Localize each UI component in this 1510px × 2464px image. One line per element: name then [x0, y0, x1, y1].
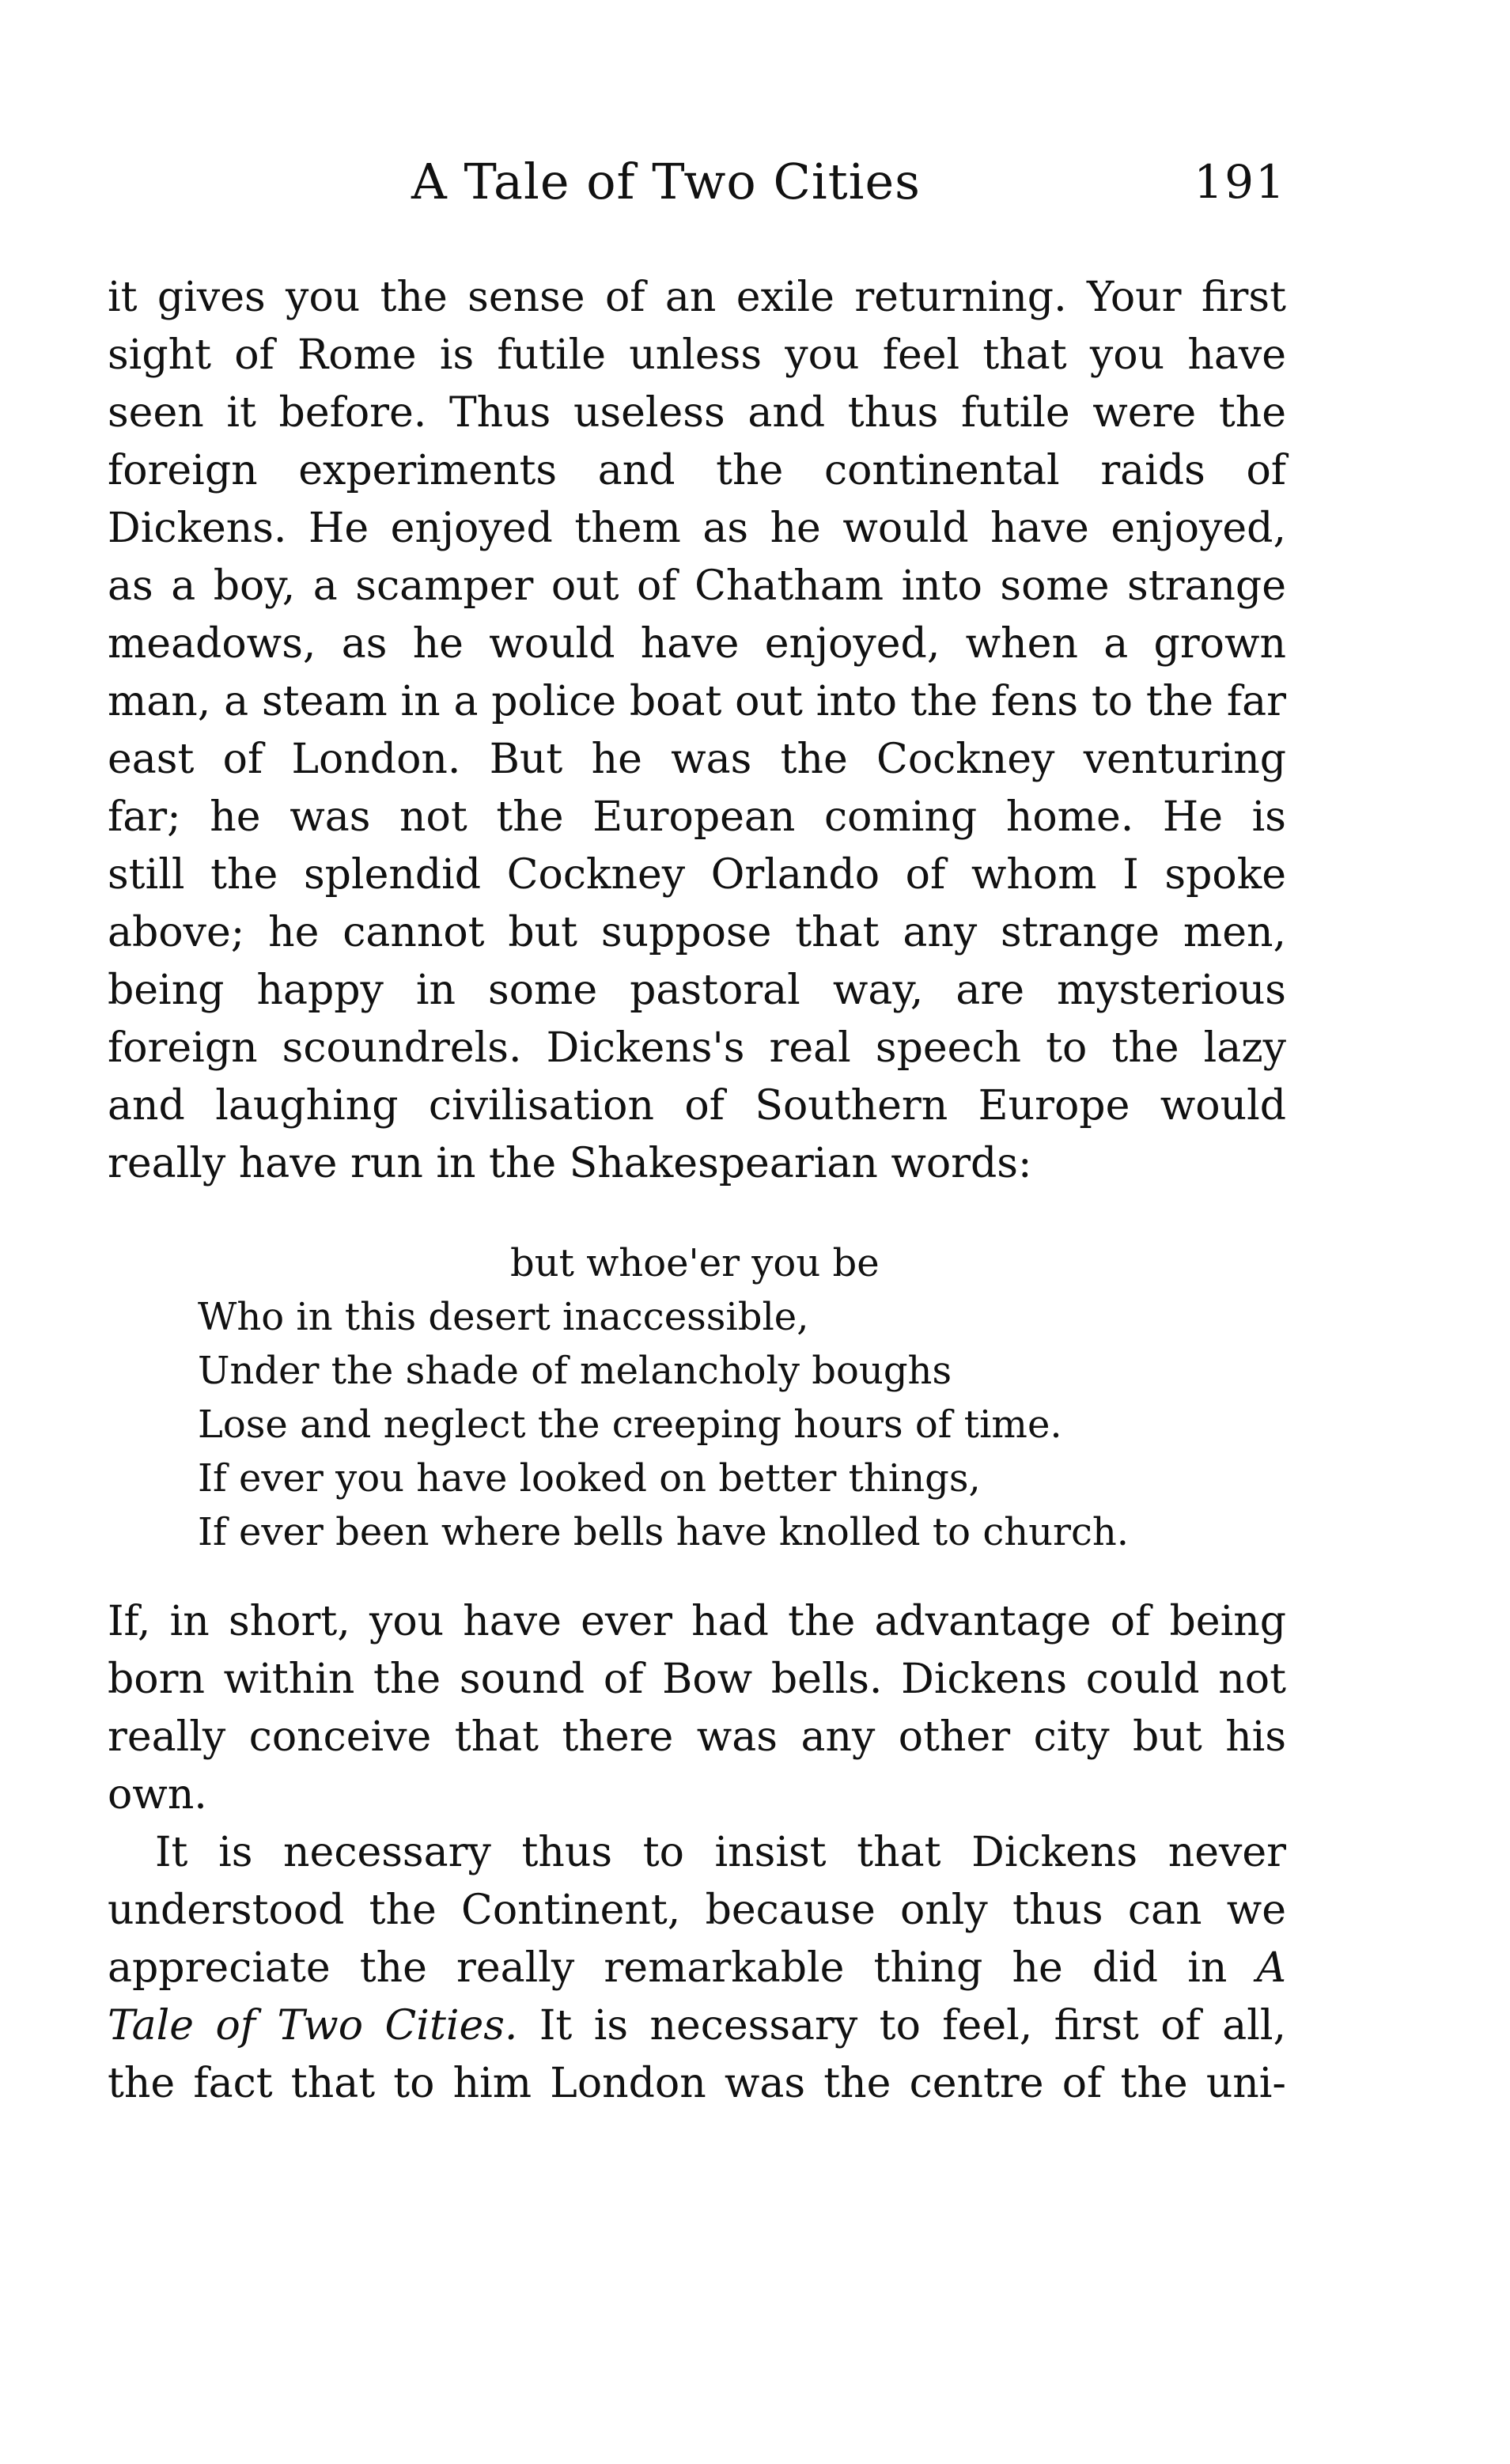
quotation-line-3: Under the shade of melancholy boughs	[198, 1349, 952, 1393]
paragraph-1-line-13: being happy in some pastoral way, are mysterious	[108, 967, 1286, 1014]
quotation-line-5: If ever you have looked on better things,	[198, 1456, 981, 1501]
paragraph-1-line-14: foreign scoundrels. Dickens's real speech to the lazy	[108, 1024, 1286, 1072]
paragraph-3-line-5: the fact that to him London was the centre of the uni-	[108, 2060, 1286, 2107]
paragraph-2-line-3: really conceive that there was any other city but his	[108, 1713, 1286, 1761]
running-title: A Tale of Two Cities	[411, 153, 921, 210]
quotation-line-6: If ever been where bells have knolled to church.	[198, 1510, 1130, 1554]
paragraph-1-line-10: far; he was not the European coming home. He is	[108, 793, 1286, 841]
paragraph-1-line-7: meadows, as he would have enjoyed, when a grown	[108, 620, 1286, 668]
paragraph-1-line-16: really have run in the Shakespearian words:	[108, 1140, 1032, 1187]
paragraph-3-line-4-text: It is necessary to feel, first of all,	[517, 2002, 1286, 2050]
paragraph-2-line-2: born within the sound of Bow bells. Dickens could not	[108, 1656, 1286, 1703]
paragraph-1-line-4: foreign experiments and the continental raids of	[108, 447, 1286, 494]
paragraph-1-line-2: sight of Rome is futile unless you feel that you have	[108, 331, 1286, 379]
quotation-line-4: Lose and neglect the creeping hours of time.	[198, 1402, 1062, 1447]
quotation-line-1: but whoe'er you be	[510, 1241, 880, 1285]
paragraph-2-line-1: If, in short, you have ever had the advantage of being	[108, 1598, 1286, 1645]
paragraph-1-line-9: east of London. But he was the Cockney venturing	[108, 736, 1286, 783]
paragraph-3-line-1: It is necessary thus to insist that Dickens never	[155, 1829, 1286, 1876]
book-title-part-2: Tale of Two Cities.	[108, 2002, 518, 2050]
paragraph-1-line-11: still the splendid Cockney Orlando of whom I spoke	[108, 851, 1286, 899]
paragraph-1-line-6: as a boy, a scamper out of Chatham into some strange	[108, 562, 1286, 610]
paragraph-3-line-2: understood the Continent, because only thus can we	[108, 1887, 1286, 1934]
paragraph-1-line-1: it gives you the sense of an exile returning. Your first	[108, 274, 1286, 321]
paragraph-2-line-4: own.	[108, 1771, 207, 1819]
paragraph-1-line-12: above; he cannot but suppose that any strange men,	[108, 909, 1286, 956]
book-title-part-1: A	[1256, 1944, 1286, 1992]
paragraph-1-line-3: seen it before. Thus useless and thus futile were the	[108, 389, 1286, 437]
paragraph-3-line-3	[108, 1940, 1286, 1997]
paragraph-1-line-15: and laughing civilisation of Southern Europe would	[108, 1082, 1286, 1130]
paragraph-1-line-8: man, a steam in a police boat out into the fens to the far	[108, 678, 1286, 725]
paragraph-3-line-4	[108, 1997, 1286, 2054]
paragraph-1-line-5: Dickens. He enjoyed them as he would have enjoyed,	[108, 505, 1286, 552]
page-number: 191	[1194, 155, 1286, 209]
quotation-line-2: Who in this desert inaccessible,	[198, 1295, 809, 1339]
page-header	[108, 150, 1286, 214]
paragraph-3-line-3-text: appreciate the really remarkable thing he did in	[108, 1944, 1228, 1992]
